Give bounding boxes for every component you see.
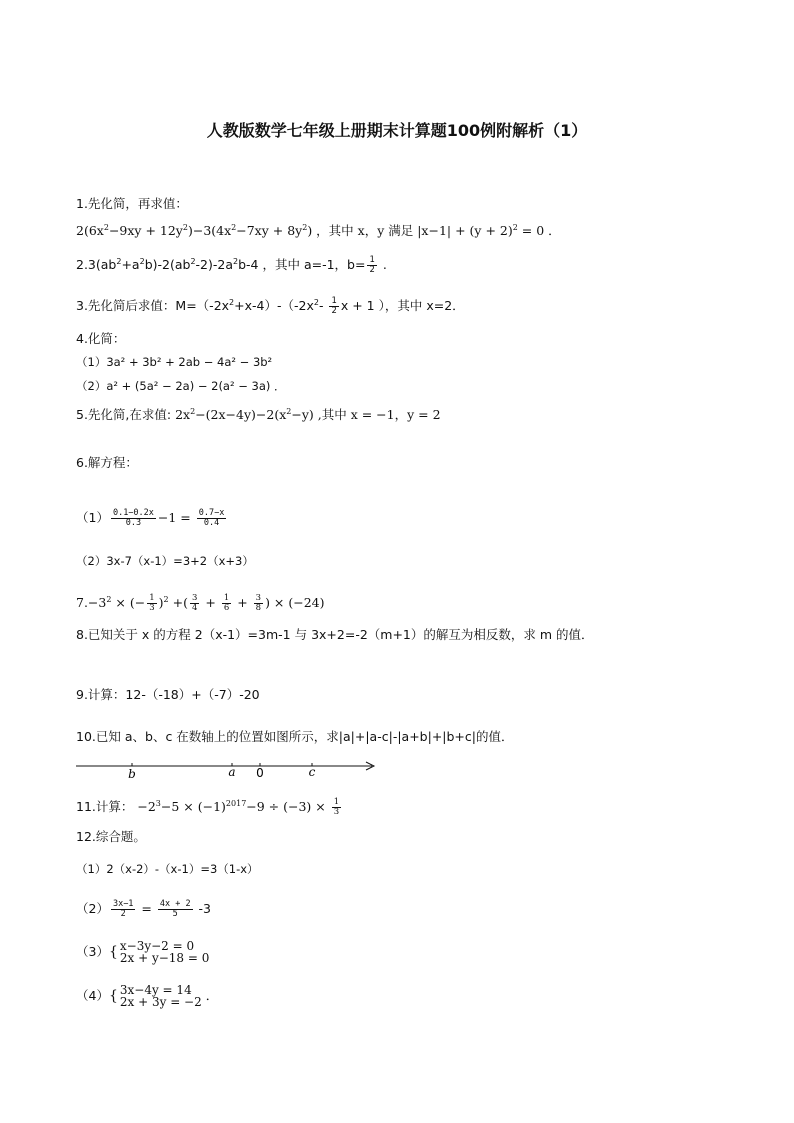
q3-line: 3.先化简后求值：$M=(-2x^2+x-4)-(-2x^2-$ $\frac{1}{2}$ x + 1 ），其中 x=2． bbox=[76, 296, 465, 316]
q6-part-2: （2）3x-7（x-1）=3+2（x+3） bbox=[76, 554, 254, 568]
q7-expression: $7.-3^2$ × (− $\frac{1}{3}$ )$^2$ +( $\frac{3}{4}$ + $\frac{1}{6}$ + $\frac{3}{8}$ ) × (−24) bbox=[76, 593, 325, 613]
number-line-label-zero: 0 bbox=[256, 766, 264, 780]
q1-expression: $2(6x^2-9xy + 12y^2)-3(4x^2-7xy + 8y^2)$ ，其中 x，y 满足 $|x-1| + (y + 2)^2 = 0$ ． bbox=[76, 223, 561, 238]
q2-line: $2.3(ab^2+a^2b)-2(ab^2-2)-2a^2b-4$ ，其中 a=-1，b= $\frac{1}{2}$ . bbox=[76, 255, 387, 275]
q4-part-1: （1）3a² + 3b² + 2ab − 4a² − 3b² bbox=[76, 355, 273, 369]
q6-header: 6.解方程： bbox=[76, 455, 138, 470]
system-brace: { bbox=[108, 944, 118, 960]
q4-header: 4.化简： bbox=[76, 331, 126, 346]
q12-part-4: （4）{ 3x−4y = 14 2x + 3y = −2 ． bbox=[76, 983, 219, 1009]
number-line-label-c: c bbox=[308, 765, 316, 779]
q10-text: 10.已知 a、b、c 在数轴上的位置如图所示，求|a|+|a-c|-|a+b|+|b+c|的值． bbox=[76, 729, 514, 744]
number-line-label-a: a bbox=[228, 765, 236, 779]
q8-text: 8.已知关于 x 的方程 2（x-1）=3m-1 与 3x+2=-2（m+1）的解互为相反数，求 m 的值． bbox=[76, 627, 594, 642]
q12-header: 12.综合题。 bbox=[76, 829, 146, 844]
q5-line: 5.先化简,在求值: $2x^2-(2x-4y)-2(x^2-y)$ ,其中 x = −1，y = 2 bbox=[76, 407, 441, 422]
q6-part-1: （1） $\frac{0.1-0.2x}{0.3}$ −1 = $\frac{0.7-x}{0.4}$ bbox=[76, 508, 225, 528]
q12-part-2: （2） $\frac{3x-1}{2}$ = $\frac{4x + 2}{5}$ -3 bbox=[76, 899, 212, 919]
q1-header: 1.先化简，再求值： bbox=[76, 196, 188, 211]
q9-text: 9.计算：12-（-18）+（-7）-20 bbox=[76, 687, 260, 702]
q12-part-3: （3）{ x−3y−2 = 0 2x + y−18 = 0 bbox=[76, 939, 210, 965]
system-brace: { bbox=[108, 988, 118, 1004]
q4-part-2: （2）a² + (5a² − 2a) − 2(a² − 3a) ． bbox=[76, 379, 286, 393]
q2-fraction: $\frac{1}{2}$ bbox=[369, 255, 375, 275]
q12-part-1: （1）2（x-2）-（x-1）=3（1-x） bbox=[76, 862, 259, 876]
number-line-label-b: b bbox=[128, 767, 136, 781]
q11-line: 11.计算： $-2^3-5 \times (-1)^{2017}-9 \div (-3)$ × $\frac{1}{3}$ bbox=[76, 797, 340, 817]
number-line bbox=[74, 756, 380, 782]
page-title: 人教版数学七年级上册期末计算题100例附解析（1） bbox=[206, 121, 588, 140]
q3-fraction: $\frac{1}{2}$ bbox=[331, 296, 337, 316]
